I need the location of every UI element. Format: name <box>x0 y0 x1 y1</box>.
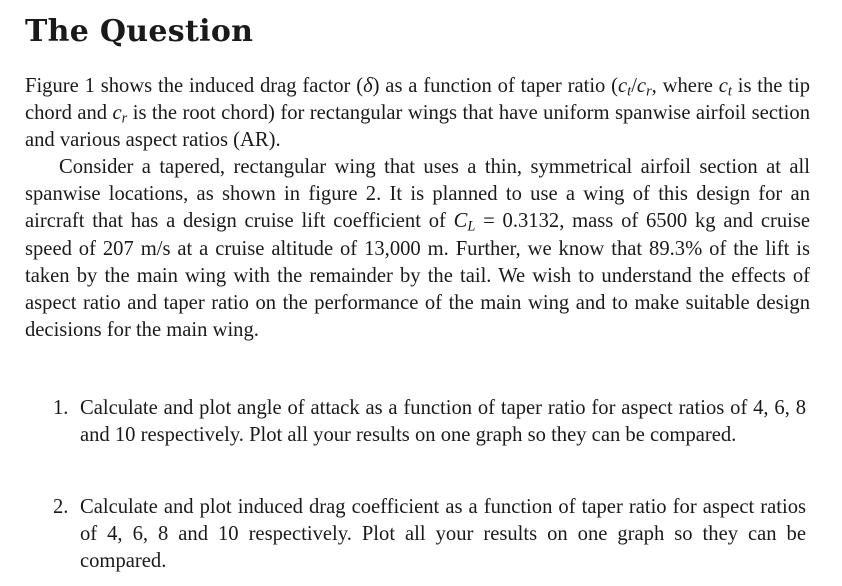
p1-text-e: is the root chord) for rectangular wings that have uniform spanwise airfoil section and various aspect ratios (AR). <box>25 102 811 152</box>
p1-text-c: , where <box>651 75 719 97</box>
root-chord-subscript: r <box>646 83 652 100</box>
delta-symbol: δ <box>363 75 373 97</box>
p1-text-d: is the tip chord and <box>25 75 810 125</box>
section-heading: The Question <box>25 14 254 49</box>
list-item-number: 1. <box>53 397 69 419</box>
p2-text-b: = 0.3132, mass of 6500 kg and cruise speed of 207 m/s at a cruise altitude of 13,000 m. Further, we know that 89.3% of the lift is taken by the main wing with the remainder by the tail. We wish to understand the effects of aspect ratio and taper ratio on the performance of the main wing and to make suitable design decisions for the main wing. <box>25 210 810 342</box>
root-chord-symbol-2: c <box>112 102 122 125</box>
intro-paragraph <box>25 73 810 155</box>
tip-chord-subscript: t <box>627 83 632 100</box>
p1-text-b: ) as a function of taper ratio ( <box>372 75 619 97</box>
lift-coefficient-subscript: L <box>467 219 476 235</box>
full-intro-text <box>0 0 1 1</box>
list-item-number: 2. <box>53 496 69 518</box>
p1-text-a: Figure 1 shows the induced drag factor ( <box>25 75 364 97</box>
lift-coefficient-symbol: C <box>453 210 468 233</box>
root-chord-symbol: c <box>636 75 647 97</box>
tip-chord-subscript-2: t <box>727 83 732 100</box>
list-item-text: Calculate and plot angle of attack as a function of taper ratio for aspect ratios of 4, 6, 8 and 10 respectively. Plot all your results on one graph so they can be compared. <box>80 397 806 447</box>
tip-chord-symbol: c <box>618 75 628 97</box>
root-chord-subscript-2: r <box>121 110 128 127</box>
tip-chord-symbol-2: c <box>718 75 728 97</box>
p2-text-a: Consider a tapered, rectangular wing that uses a thin, symmetrical airfoil section at all spanwise locations, as shown in figure 2. It is planned to use a wing of this design for an aircraft that has a design cruise lift coefficient of <box>25 156 810 233</box>
ratio-slash: / <box>631 75 637 97</box>
list-item-text: Calculate and plot induced drag coefficient as a function of taper ratio for aspect ratios of 4, 6, 8 and 10 respectively. Plot all your results on one graph so they can be compared. <box>80 496 806 573</box>
scenario-paragraph <box>25 154 810 344</box>
